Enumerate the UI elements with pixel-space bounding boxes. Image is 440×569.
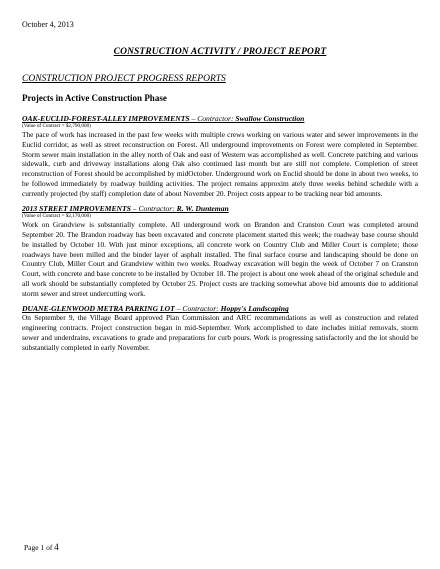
project-section — [22, 114, 418, 198]
page-label: Page 1 of — [24, 543, 53, 552]
project-name: DUANE-GLENWOOD METRA PARKING LOT — [22, 304, 175, 314]
project-description: The pace of work has increased in the past few weeks with multiple crews working on various water and sewer improvements in the Euclid corridor, as well as street reconstruction on Forest. All underground improvements on Forest were completed in September. Storm sewer main installation in the alley north of Oak and east of Western was accomplished as well. Concrete patching and various sidewalk, curb and driveway installations along Oak also continued last month but are still not complete. Completion of street reconstruction of Forest should be accomplished by midOctober. Underground work on Euclid should be done in about two weeks, to be followed immediately by roadway building activities. The project remains approxim ately three weeks behind schedule with a currently projected (by staff) completion date of about November 20. Project costs appear to be tracking near bid amounts. — [22, 130, 418, 198]
project-heading — [22, 114, 418, 123]
contractor-label: Contractor: — [182, 304, 219, 314]
heading-dash: – — [130, 204, 139, 214]
project-heading — [22, 204, 418, 213]
heading-dash: – — [189, 114, 198, 123]
contractor-name: R. W. Dunteman — [176, 204, 229, 214]
project-name: 2013 STREET IMPROVEMENTS — [22, 204, 131, 214]
report-date: October 4, 2013 — [22, 20, 74, 29]
contract-value: (Value of Contract = $2,790,000) — [22, 123, 91, 129]
project-description: On September 9, the Village Board approved Plan Commission and ARC recommendations as well as construction and related engineering contracts. Project construction began in mid-September. Work accomplished to date includes initial removals, storm sewer and underdrains, excavations to grade and preparations for curb pours. Work is progressing satisfactorily and the lot should be substantially completed in early November. — [22, 313, 418, 352]
page-footer — [24, 542, 59, 552]
progress-reports-heading: CONSTRUCTION PROJECT PROGRESS REPORTS — [22, 74, 226, 84]
contractor-name: Hoppy's Landscaping — [220, 304, 289, 314]
active-phase-heading: Projects in Active Construction Phase — [22, 93, 167, 103]
report-title: CONSTRUCTION ACTIVITY / PROJECT REPORT — [113, 47, 327, 57]
contractor-name: Swallow Construction — [235, 114, 305, 123]
project-description: Work on Grandview is substantially complete. All underground work on Brandon and Cranston Court was completed around September 20. The Brandon roadway has been excavated and concrete placement started this week; the roadway base course should be installed by October 10. With just minor exceptions, all concrete work on Country Club and Miller Court is complete; those roadways have been milled and the binder layer of asphalt installed. The final surface course and landscaping should be done on Country Club, Miller Court and Grandview within two weeks. Roadway excavation will begin the week of October 7 on Cranston Court, with concrete and base concrete to be installed by October 18. The project is about one week ahead of the original schedule and all work should be substantially completed by October 25. Project costs are tracking somewhat above bid amounts due to additional storm sewer and street undercutting work. — [22, 220, 418, 298]
contractor-label: Contractor: — [138, 204, 175, 214]
document-page — [22, 20, 418, 358]
contract-value: (Value of Contract = $2,170,000) — [22, 213, 91, 220]
heading-dash: – — [174, 304, 183, 314]
project-name: OAK-EUCLID-FOREST-ALLEY IMPROVEMENTS — [22, 114, 190, 123]
project-heading — [22, 304, 418, 313]
project-section — [22, 204, 418, 298]
contractor-label: Contractor: — [197, 114, 234, 123]
page-total: 4 — [54, 542, 59, 552]
project-section — [22, 304, 418, 352]
